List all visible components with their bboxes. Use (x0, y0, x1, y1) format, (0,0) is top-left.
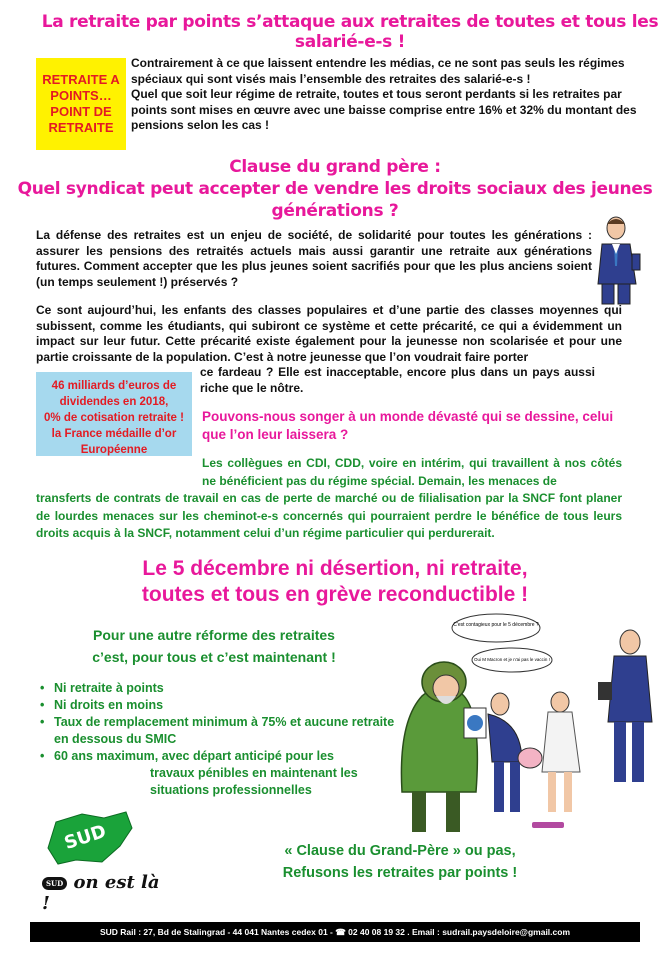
clause-title-line-2: Quel syndicat peut accepter de vendre les droits sociaux des jeunes générations ? (17, 179, 653, 221)
yellow-callout-box (36, 58, 126, 150)
dividends-line-1: 46 milliards d’euros de (51, 380, 177, 392)
strike-call (0, 556, 670, 608)
demand-text: Ni retraite à points (54, 681, 164, 695)
cartoon-bubble-2: Oui M Macron et je n'ai pas le vaccin ! (474, 657, 550, 662)
body-paragraph-2: Ce sont aujourd’hui, les enfants des classes populaires et d’une partie des classes moyennes qui subissent, comme les étudiants, qui subiront ce système et cette précarité, ce qui a évidemment un impact sur leur futur. Cette précarité existe également pour la jeunesse non scolarisée et pour une partie croissante de la population. C’est à notre jeunesse que l’on voudrait faire porter (36, 303, 622, 364)
strike-call-line-2: toutes et tous en grève reconductible ! (141, 583, 529, 606)
bullet-icon: • (40, 681, 45, 695)
dividends-line-3: 0% de cotisation retraite ! (44, 412, 184, 424)
closing-slogan (200, 840, 600, 884)
demands-list (36, 680, 396, 799)
demand-continuation: travaux pénibles en maintenant les (150, 766, 358, 780)
politician-figure-illustration (592, 214, 644, 306)
cdi-cdd-paragraph (36, 455, 622, 543)
closing-slogan-line-1: « Clause du Grand-Père » ou pas, (284, 843, 516, 859)
intro-text (131, 56, 641, 134)
clause-title (0, 156, 670, 222)
on-est-la-pill: SUD (42, 877, 67, 890)
demand-text: 60 ans maximum, avec départ anticipé pour les (54, 749, 334, 763)
reform-heading-line-1: Pour une autre réforme des retraites (93, 627, 335, 643)
dividends-line-2: dividendes en 2018, (59, 396, 169, 408)
strike-call-line-1: Le 5 décembre ni désertion, ni retraite, (142, 557, 528, 580)
bullet-icon: • (40, 715, 45, 729)
reform-heading-line-2: c’est, pour tous et c’est maintenant ! (92, 649, 336, 665)
intro-paragraph-1: Contrairement à ce que laissent entendre les médias, ce ne sont pas seuls les régimes spéciaux qui sont visés mais l’ensemble des retraites des salarié-e-s ! (131, 56, 625, 86)
intro-paragraph-2: Quel que soit leur régime de retraite, toutes et tous seront perdants si les retraites par points sont mises en œuvre avec une baisse comprise entre 16% et 32% du montant des pensions selon les cas ! (131, 87, 637, 132)
on-est-la-logo (42, 872, 162, 914)
on-est-la-text: on est là ! (42, 872, 160, 914)
headline: La retraite par points s’attaque aux retraites de toutes et tous les salarié-e-s ! (41, 12, 659, 52)
list-item (36, 680, 396, 697)
cartoon-illustration (392, 612, 662, 848)
closing-slogan-line-2: Refusons les retraites par points ! (282, 865, 518, 881)
demand-continuation: situations professionnelles (150, 783, 312, 797)
demand-text: Taux de remplacement minimum à 75% et aucune retraite en dessous du SMIC (54, 715, 395, 746)
cartoon-bubble-1: C'est contagieux pour le 5 décembre ? (453, 622, 539, 628)
sud-logo-text: SUD (61, 820, 109, 855)
question-text: Pouvons-nous songer à un monde dévasté qui se dessine, celui que l’on leur laissera ? (202, 409, 614, 442)
cdi-cdd-paragraph-part-1: Les collègues en CDI, CDD, voire en intérim, qui travaillent à nos côtés ne bénéficient pas du régime spécial. Demain, les menaces de (202, 456, 622, 488)
yellow-callout-text: RETRAITE A POINTS… POINT DE RETRAITE (42, 72, 120, 135)
list-item (36, 714, 396, 748)
footer-contact: SUD Rail : 27, Bd de Stalingrad - 44 041 Nantes cedex 01 - ☎ 02 40 08 19 32 . Email : sudrail.paysdeloire@gmail.com (30, 922, 640, 942)
demand-text: Ni droits en moins (54, 698, 164, 712)
body-paragraph-1: La défense des retraites est un enjeu de société, de solidarité pour toutes les générations : assurer les pensions des retraités actuels mais aussi garantir une retraite aux générations futures. Comment accepter que les plus jeunes soient sacrifiés pour que les plus anciens soient (un temps seulement !) préservés ? (36, 228, 592, 289)
sud-rail-logo (42, 808, 138, 866)
bullet-icon: • (40, 698, 45, 712)
clause-title-line-1: Clause du grand père : (229, 157, 441, 177)
body-paragraph-3: ce fardeau ? Elle est inacceptable, encore plus dans un pays aussi riche que le nôtre. (200, 365, 595, 395)
dividends-line-4: la France médaille d’or (51, 428, 177, 440)
list-item (36, 748, 396, 799)
reform-heading (36, 624, 392, 668)
dividends-callout-box (36, 372, 192, 456)
cdi-cdd-paragraph-part-2: transferts de contrats de travail en cas de perte de marché ou de filialisation par la SNCF font planer de lourdes menaces sur les cheminot-e-s concernés qui pourraient perdre le bénéfice de tous leurs droits acquis à la SNCF, notamment celui d’un régime particulier qui perdurerait. (36, 491, 622, 540)
dividends-line-5: Européenne (80, 444, 148, 456)
list-item (36, 697, 396, 714)
bullet-icon: • (40, 749, 45, 763)
